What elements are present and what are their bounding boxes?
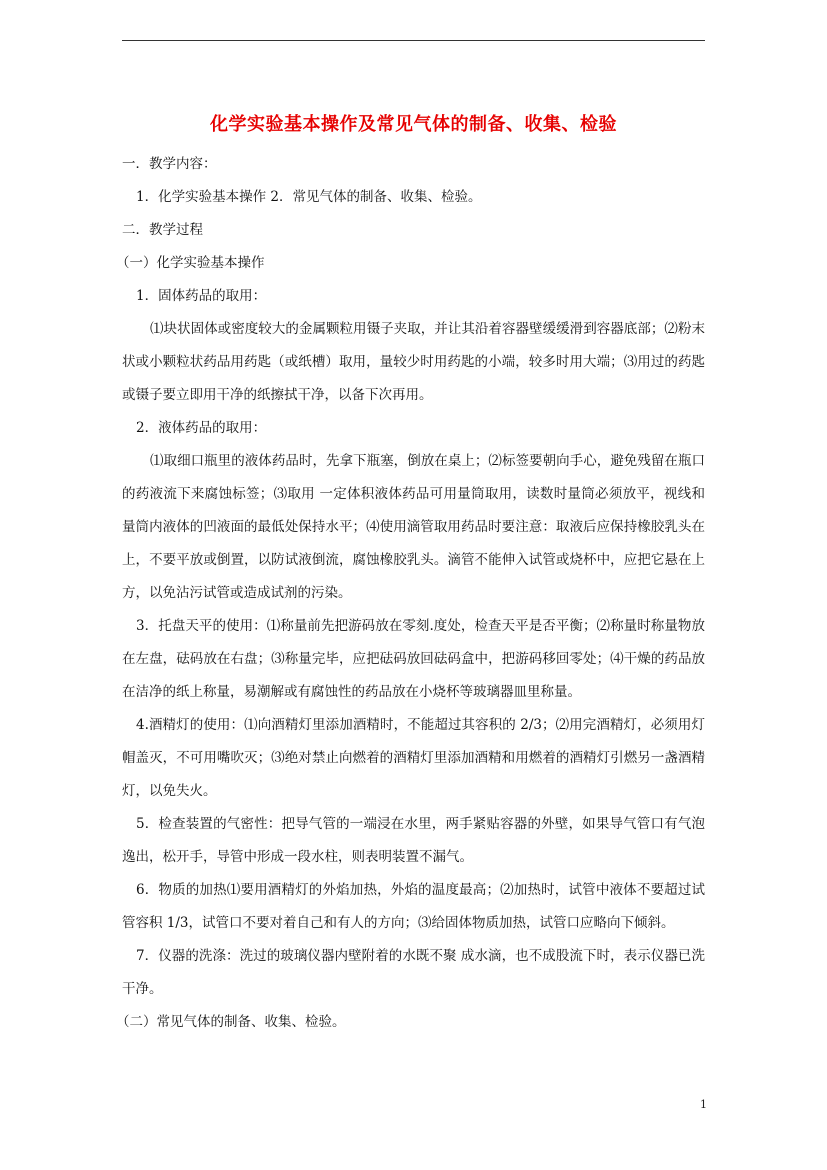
item-heating: 6．物质的加热⑴要用酒精灯的外焰加热，外焰的温度最高；⑵加热时，试管中液体不要超过试管容积 1/3，试管口不要对着自己和有人的方向；⑶给固体物质加热，试管口应略向下倾斜。 xyxy=(122,882,705,931)
item-alcohol-lamp: 4.酒精灯的使用：⑴向酒精灯里添加酒精时，不能超过其容积的 2/3；⑵用完酒精灯，必须用灯帽盖灭，不可用嘴吹灭；⑶绝对禁止向燃着的酒精灯里添加酒精和用燃着的酒精灯引燃另一盏酒精灯，以免失火。 xyxy=(122,717,705,799)
item-liquid-heading: 2．液体药品的取用： xyxy=(136,420,267,436)
item-solid-body: ⑴块状固体或密度较大的金属颗粒用镊子夹取，并让其沿着容器壁缓缓滑到容器底部；⑵粉末状或小颗粒状药品用药匙（或纸槽）取用，量较少时用药匙的小端，较多时用大端；⑶用过的药匙或镊子要立即用干净的纸擦拭干净，以备下次再用。 xyxy=(122,321,705,403)
item-washing: 7．仪器的洗涤：洗过的玻璃仪器内壁附着的水既不聚 成水滴，也不成股流下时，表示仪器已洗干净。 xyxy=(122,948,705,997)
document-title: 化学实验基本操作及常见气体的制备、收集、检验 xyxy=(210,114,617,135)
item-balance: 3．托盘天平的使用：⑴称量前先把游码放在零刻.度处，检查天平是否平衡；⑵称量时称量物放在左盘，砝码放在右盘；⑶称量完毕，应把砝码放回砝码盒中，把游码移回零处；⑷干燥的药品放在洁净的纸上称量，易潮解或有腐蚀性的药品放在小烧杯等玻璃器皿里称量。 xyxy=(122,618,705,700)
header-rule xyxy=(122,40,705,41)
section-heading-process: 二．教学过程 xyxy=(122,222,203,238)
document-body xyxy=(116,148,705,1039)
subsection-heading-gases: （二）常见气体的制备、收集、检验。 xyxy=(116,1014,346,1030)
subsection-heading-basic-operations: （一）化学实验基本操作 xyxy=(116,255,265,271)
item-liquid-body: ⑴取细口瓶里的液体药品时，先拿下瓶塞，倒放在桌上；⑵标签要朝向手心，避免残留在瓶口的药液流下来腐蚀标签；⑶取用 一定体积液体药品可用量筒取用，读数时量筒必须放平，视线和量筒内液体的凹液面的最低处保持水平；⑷使用滴管取用药品时要注意：取液后应保持橡胶乳头在上，不要平放或倒置，以防试液倒流，腐蚀橡胶乳头。滴管不能伸入试管或烧杯中，应把它悬在上方，以免沾污试管或造成试剂的污染。 xyxy=(122,453,705,601)
section-heading-content: 一．教学内容： xyxy=(122,156,217,172)
item-airtightness: 5．检查装置的气密性：把导气管的一端浸在水里，两手紧贴容器的外壁，如果导气管口有气泡逸出，松开手，导管中形成一段水柱，则表明装置不漏气。 xyxy=(122,816,705,865)
page-number: 1 xyxy=(700,1098,707,1111)
item-solid-heading: 1．固体药品的取用： xyxy=(136,288,267,304)
section-content-items: 1．化学实验基本操作 2．常见气体的制备、收集、检验。 xyxy=(136,189,482,205)
